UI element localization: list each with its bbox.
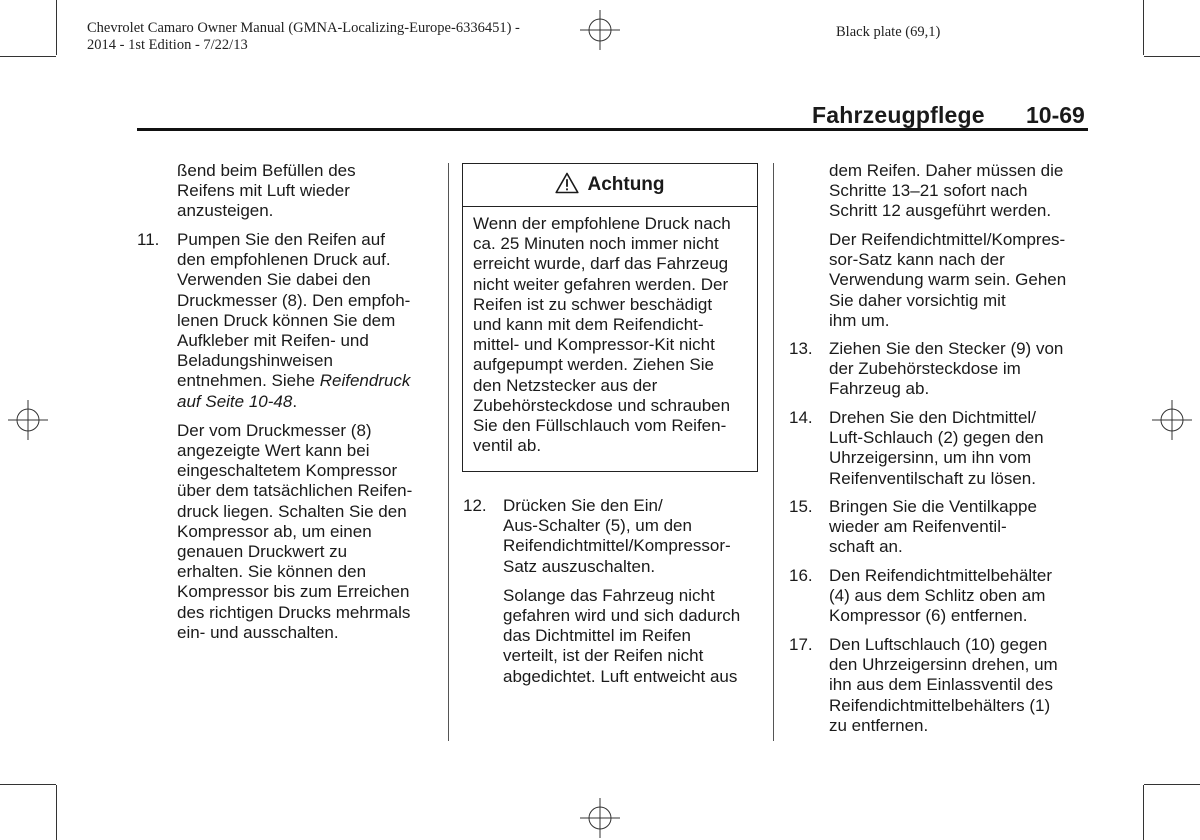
step-text: [177, 230, 442, 643]
text-line: Kompressor (6) entfernen.: [829, 606, 1028, 626]
text-line: Schritte 13–21 sofort nach: [829, 181, 1028, 201]
step-text: [829, 408, 1091, 489]
crop-mark: [1144, 56, 1200, 57]
text-line: dem Reifen. Daher müssen die: [829, 161, 1064, 180]
crop-mark: [1144, 784, 1200, 785]
text-line: Drehen Sie den Dichtmittel/: [829, 408, 1036, 427]
text-line: ventil ab.: [473, 436, 542, 456]
text-line: Verwendung warm sein. Gehen: [829, 270, 1067, 290]
section-title: Fahrzeugpflege: [812, 102, 985, 128]
step-text: [829, 635, 1091, 736]
text-line: den Uhrzeigersinn drehen, um: [829, 655, 1058, 675]
text-line: Den Reifendichtmittelbehälter: [829, 566, 1053, 585]
text-line: Uhrzeigersinn, um ihn vom: [829, 448, 1032, 468]
text-line: anzusteigen.: [177, 201, 274, 221]
registration-mark-icon: [1150, 398, 1194, 442]
text-line: Drücken Sie den Ein/: [503, 496, 663, 515]
text-line: [177, 392, 442, 412]
text-line: angezeigte Wert kann bei: [177, 441, 370, 461]
text-line: Sie daher vorsichtig mit: [829, 290, 1006, 310]
text-line: erreicht wurde, darf das Fahrzeug: [473, 254, 729, 274]
text-line: Ziehen Sie den Stecker (9) von: [829, 339, 1064, 358]
caution-box: [462, 163, 758, 472]
text-line: gefahren wird und sich dadurch: [503, 606, 741, 626]
column-divider: [448, 163, 449, 741]
step-number: 12.: [463, 496, 487, 515]
step-number: 16.: [789, 566, 813, 585]
caution-text: [463, 207, 757, 456]
text-line: Solange das Fahrzeug nicht: [503, 585, 715, 605]
text-line: Den Luftschlauch (10) gegen: [829, 635, 1048, 654]
text-line: Aufkleber mit Reifen- und: [177, 331, 369, 351]
text-line: Satz auszuschalten.: [503, 556, 656, 576]
cross-reference-link[interactable]: Reifendruck: [319, 371, 411, 391]
text-line: Kompressor bis zum Erreichen: [177, 582, 410, 602]
text-line: aufgepumpt werden. Ziehen Sie: [473, 355, 714, 375]
text-span: entnehmen. Siehe: [177, 371, 320, 391]
text-line: Reifendichtmittel/Kompressor-: [503, 536, 731, 556]
print-meta-line-1: Chevrolet Camaro Owner Manual (GMNA-Localizing-Europe-6336451) -: [87, 20, 520, 36]
column-divider: [773, 163, 774, 741]
step-number: 15.: [789, 497, 813, 516]
text-line: ihn aus dem Einlassventil des: [829, 675, 1053, 695]
text-line: erhalten. Sie können den: [177, 562, 367, 582]
text-line: Zubehörsteckdose und schrauben: [473, 395, 731, 415]
step-number: 14.: [789, 408, 813, 427]
text-span: .: [292, 391, 298, 411]
crop-mark: [56, 785, 57, 840]
text-line: Beladungshinweisen: [177, 351, 333, 371]
note-paragraph: [829, 230, 1066, 331]
text-line: genauen Druckwert zu: [177, 542, 348, 562]
step-text: [829, 339, 1091, 400]
print-meta-line-2: 2014 - 1st Edition - 7/22/13: [87, 37, 248, 53]
text-line: den empfohlenen Druck auf.: [177, 250, 391, 270]
text-line: Kompressor ab, um einen: [177, 521, 372, 541]
step-text: [829, 566, 1091, 627]
text-line: Reifendichtmittelbehälters (1): [829, 695, 1051, 715]
crop-mark: [0, 784, 56, 785]
text-line: ein- und ausschalten.: [177, 622, 339, 642]
text-line: ihm um.: [829, 310, 890, 330]
text-line: Schritt 12 ausgeführt werden.: [829, 201, 1052, 221]
text-line: Wenn der empfohlene Druck nach: [473, 214, 731, 233]
text-line: das Dichtmittel im Reifen: [503, 626, 692, 646]
text-line: Druckmesser (8). Den empfoh-: [177, 290, 411, 310]
text-line: eingeschaltetem Kompressor: [177, 461, 398, 481]
text-line: wieder am Reifenventil-: [829, 517, 1007, 537]
text-line: mittel- und Kompressor-Kit nicht: [473, 335, 715, 355]
step-number: 11.: [137, 230, 160, 249]
text-line: verteilt, ist der Reifen nicht: [503, 646, 704, 666]
cross-reference-link[interactable]: auf Seite 10-48: [177, 391, 293, 411]
text-line: abgedichtet. Luft entweicht aus: [503, 666, 738, 686]
registration-mark-icon: [6, 398, 50, 442]
text-line: Aus-Schalter (5), um den: [503, 516, 692, 536]
text-line: (4) aus dem Schlitz oben am: [829, 586, 1046, 606]
registration-mark-icon: [578, 796, 622, 840]
text-line: druck liegen. Schalten Sie den: [177, 501, 407, 521]
text-line: ca. 25 Minuten noch immer nicht: [473, 234, 719, 254]
text-line: lenen Druck können Sie dem: [177, 310, 396, 330]
header-rule: [137, 128, 1088, 131]
text-line: Sie den Füllschlauch vom Reifen-: [473, 416, 727, 436]
page-number: 10-69: [1026, 102, 1085, 128]
text-line: Reifen ist zu schwer beschädigt: [473, 294, 713, 314]
caution-header: [463, 164, 757, 207]
print-metadata: [87, 20, 520, 54]
text-line: den Netzstecker aus der: [473, 375, 658, 395]
text-line: über dem tatsächlichen Reifen-: [177, 481, 413, 501]
text-line: zu entfernen.: [829, 715, 929, 735]
text-line: und kann mit dem Reifendicht-: [473, 315, 704, 335]
text-line: der Zubehörsteckdose im: [829, 359, 1021, 379]
text-line: Luft-Schlauch (2) gegen den: [829, 428, 1044, 448]
continued-paragraph: [177, 161, 356, 222]
step-text: [503, 496, 765, 687]
crop-mark: [0, 56, 56, 57]
text-line: Der Reifendichtmittel/Kompres-: [829, 230, 1066, 249]
text-line: des richtigen Drucks mehrmals: [177, 602, 411, 622]
step-number: 17.: [789, 635, 813, 654]
caution-title: Achtung: [587, 174, 665, 195]
text-line: Fahrzeug ab.: [829, 379, 930, 399]
plate-label: Black plate (69,1): [836, 24, 941, 40]
text-line: ßend beim Befüllen des: [177, 161, 356, 180]
warning-triangle-icon: [555, 172, 579, 199]
text-line: [177, 371, 442, 391]
step-text: [829, 497, 1091, 558]
text-line: nicht weiter gefahren werden. Der: [473, 274, 729, 294]
text-line: schaft an.: [829, 537, 903, 557]
step-number: 13.: [789, 339, 813, 358]
text-line: Verwenden Sie dabei den: [177, 270, 371, 290]
continued-paragraph: [829, 161, 1063, 222]
text-line: Pumpen Sie den Reifen auf: [177, 230, 385, 249]
text-line: Der vom Druckmesser (8): [177, 420, 372, 440]
registration-mark-icon: [578, 8, 622, 52]
text-line: Reifenventilschaft zu lösen.: [829, 468, 1036, 488]
text-line: Bringen Sie die Ventilkappe: [829, 497, 1037, 516]
text-line: sor-Satz kann nach der: [829, 250, 1005, 270]
crop-mark: [1143, 0, 1144, 55]
text-line: Reifens mit Luft wieder: [177, 181, 350, 201]
crop-mark: [1143, 785, 1144, 840]
crop-mark: [56, 0, 57, 55]
